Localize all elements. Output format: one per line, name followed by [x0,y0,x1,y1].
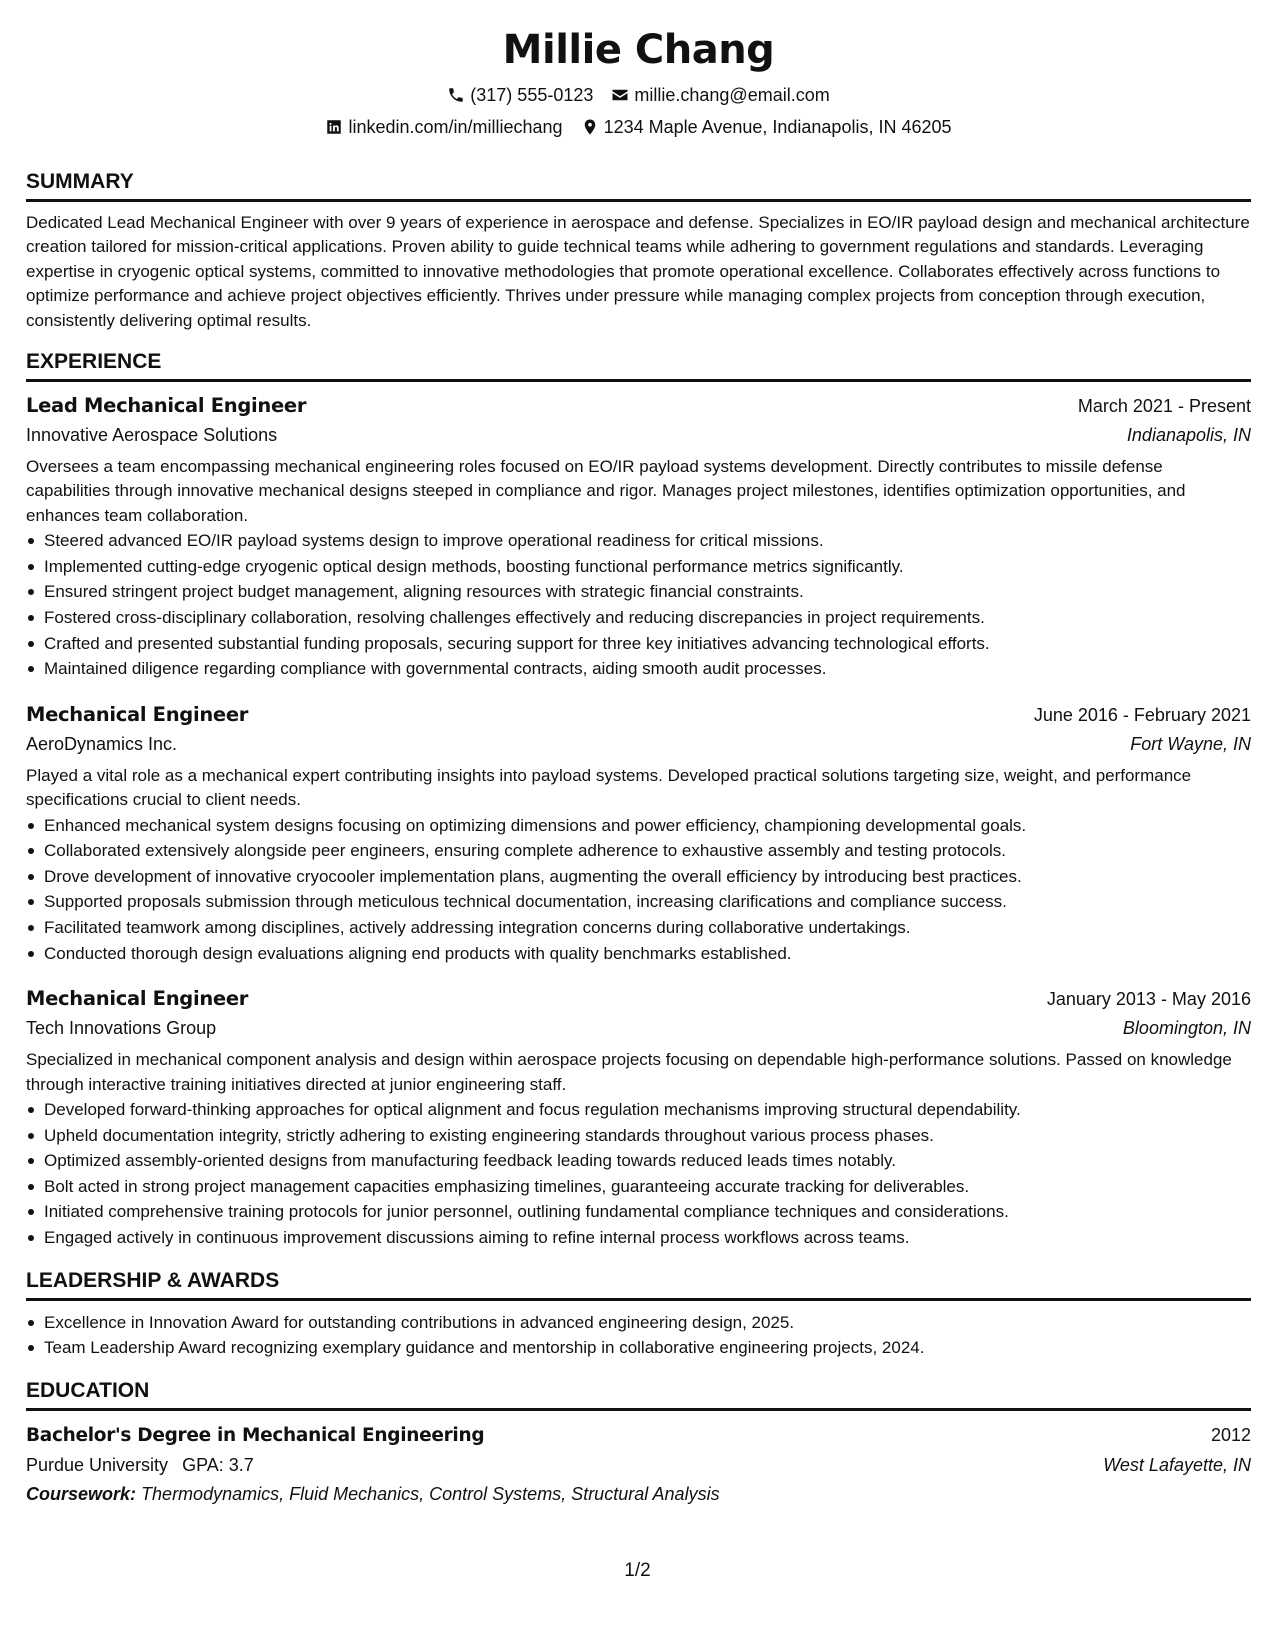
map-pin-icon [581,118,599,136]
phone-icon [447,86,465,104]
list-item: Conducted thorough design evaluations aligning end products with quality benchmarks established. [26,941,1251,967]
job-entry [26,984,1251,1250]
job-dates: January 2013 - May 2016 [1046,989,1251,1010]
school-info [26,1451,254,1480]
education-header [26,1420,1251,1451]
list-item: Drove development of innovative cryocooler implementation plans, augmenting the overall efficiency by introducing best practices. [26,864,1251,890]
job-entry [26,700,1251,966]
envelope-icon [611,86,629,104]
job-header [26,391,1251,421]
resume-page [26,0,1251,1509]
list-item: Initiated comprehensive training protocols for junior personnel, outlining fundamental compliance techniques and considerations. [26,1199,1251,1225]
list-item: Implemented cutting-edge cryogenic optical design methods, boosting functional performance metrics significantly. [26,554,1251,580]
linkedin-contact[interactable] [325,116,562,138]
list-item: Engaged actively in continuous improvement discussions aiming to refine internal process workflows across teams. [26,1225,1251,1251]
job-company: AeroDynamics Inc. [26,733,178,754]
list-item: Team Leadership Award recognizing exemplary guidance and mentorship in collaborative engineering projects, 2024. [26,1335,1251,1361]
job-location: Fort Wayne, IN [1130,733,1251,754]
list-item: Developed forward-thinking approaches for optical alignment and focus regulation mechanisms improving structural dependability. [26,1097,1251,1123]
list-item: Excellence in Innovation Award for outstanding contributions in advanced engineering design, 2025. [26,1310,1251,1336]
list-item: Ensured stringent project budget management, aligning resources with strategic financial constraints. [26,579,1251,605]
list-item: Maintained diligence regarding compliance with governmental contracts, aiding smooth audit processes. [26,656,1251,682]
job-dates: June 2016 - February 2021 [1033,704,1251,725]
job-company: Tech Innovations Group [26,1018,217,1039]
summary-section [26,170,1251,333]
address-contact [581,116,952,138]
list-item: Upheld documentation integrity, strictly adhering to existing engineering standards throughout various process phases. [26,1123,1251,1149]
experience-heading: EXPERIENCE [26,350,162,374]
job-dates: March 2021 - Present [1077,396,1251,417]
awards-list [26,1310,1251,1361]
job-bullets [26,813,1251,967]
job-subheader [26,421,1251,450]
email-contact[interactable] [611,84,829,106]
list-item: Bolt acted in strong project management capacities emphasizing timelines, guaranteeing accurate tracking for deliverables. [26,1174,1251,1200]
gpa: GPA: 3.7 [182,1454,254,1475]
job-bullets [26,1097,1251,1251]
summary-heading: SUMMARY [26,170,134,193]
summary-text: Dedicated Lead Mechanical Engineer with over 9 years of experience in aerospace and defense. Specializes in EO/IR payload design and mechanical architecture creation tailored for mission-critical applications. Proven ability to guide technical teams while adhering to government regulations and standards. Leveraging expertise in cryogenic optical systems, committed to innovative methodologies that promote operational excellence. Collaborates effectively across functions to optimize performance and achieve project objectives efficiently. Thrives under pressure while managing complex projects from conception through execution, consistently delivering optimal results. [26,213,1250,330]
list-item: Crafted and presented substantial funding proposals, securing support for three key initiatives advancing technological efforts. [26,631,1251,657]
list-item: Enhanced mechanical system designs focusing on optimizing dimensions and power efficiency, championing developmental goals. [26,813,1251,839]
job-subheader [26,730,1251,759]
job-title: Mechanical Engineer [26,987,249,1011]
list-item: Supported proposals submission through meticulous technical documentation, increasing clarifications and compliance success. [26,889,1251,915]
linkedin-icon [325,118,343,136]
job-location: Bloomington, IN [1122,1018,1251,1039]
degree-title: Bachelor's Degree in Mechanical Engineering [26,1424,485,1446]
job-entry [26,391,1251,682]
section-divider [26,379,1251,382]
leadership-heading: LEADERSHIP & AWARDS [26,1268,280,1292]
section-divider [26,1408,1251,1411]
job-bullets [26,528,1251,682]
job-title: Mechanical Engineer [26,702,249,726]
list-item: Collaborated extensively alongside peer engineers, ensuring complete adherence to exhaustive assembly and testing protocols. [26,838,1251,864]
education-heading: EDUCATION [26,1378,150,1402]
page-number: 1/2 [624,1560,651,1581]
candidate-name: Millie Chang [502,27,775,73]
graduation-year: 2012 [1210,1424,1251,1445]
list-item: Fostered cross-disciplinary collaboration, resolving challenges effectively and reducing discrepancies in project requirements. [26,605,1251,631]
coursework-list: Thermodynamics, Fluid Mechanics, Control Systems, Structural Analysis [141,1483,720,1504]
linkedin-link[interactable]: linkedin.com/in/milliechang [348,117,563,137]
list-item: Optimized assembly-oriented designs from manufacturing feedback leading towards reduced leads times notably. [26,1148,1251,1174]
coursework [26,1480,1251,1509]
job-header [26,984,1251,1014]
job-company: Innovative Aerospace Solutions [26,425,278,446]
experience-section [26,350,1251,1251]
school-name: Purdue University [26,1454,169,1475]
education-subheader [26,1451,1251,1480]
email-link[interactable]: millie.chang@email.com [634,85,830,105]
school-location: West Lafayette, IN [1103,1454,1251,1475]
contact-row-primary [26,84,1251,106]
job-title: Lead Mechanical Engineer [26,394,307,418]
list-item: Steered advanced EO/IR payload systems design to improve operational readiness for critical missions. [26,528,1251,554]
phone-contact [447,84,593,106]
job-description: Specialized in mechanical component analysis and design within aerospace projects focusing on dependable high-performance solutions. Passed on knowledge through interactive training initiatives directed at junior engineering staff. [26,1050,1232,1094]
job-description: Played a vital role as a mechanical expert contributing insights into payload systems. Developed practical solutions targeting size, weight, and performance specifications crucial to client needs. [26,765,1192,810]
coursework-label: Coursework: [26,1483,137,1504]
job-subheader [26,1014,1251,1043]
job-description: Oversees a team encompassing mechanical engineering roles focused on EO/IR payload systems development. Directly contributes to missile defense capabilities through innovative mechanical designs steeped in compliance and rigor. Manages project milestones, identifies optimization opportunities, and enhances team collaboration. [26,457,1186,525]
job-header [26,700,1251,730]
education-section [26,1379,1251,1509]
list-item: Facilitated teamwork among disciplines, actively addressing integration concerns during collaborative undertakings. [26,915,1251,941]
phone-number: (317) 555-0123 [470,85,594,105]
address-text: 1234 Maple Avenue, Indianapolis, IN 46205 [603,117,952,137]
leadership-section [26,1269,1251,1361]
contact-row-secondary [26,116,1251,138]
job-location: Indianapolis, IN [1126,425,1251,446]
section-divider [26,1298,1251,1301]
section-divider [26,199,1251,202]
